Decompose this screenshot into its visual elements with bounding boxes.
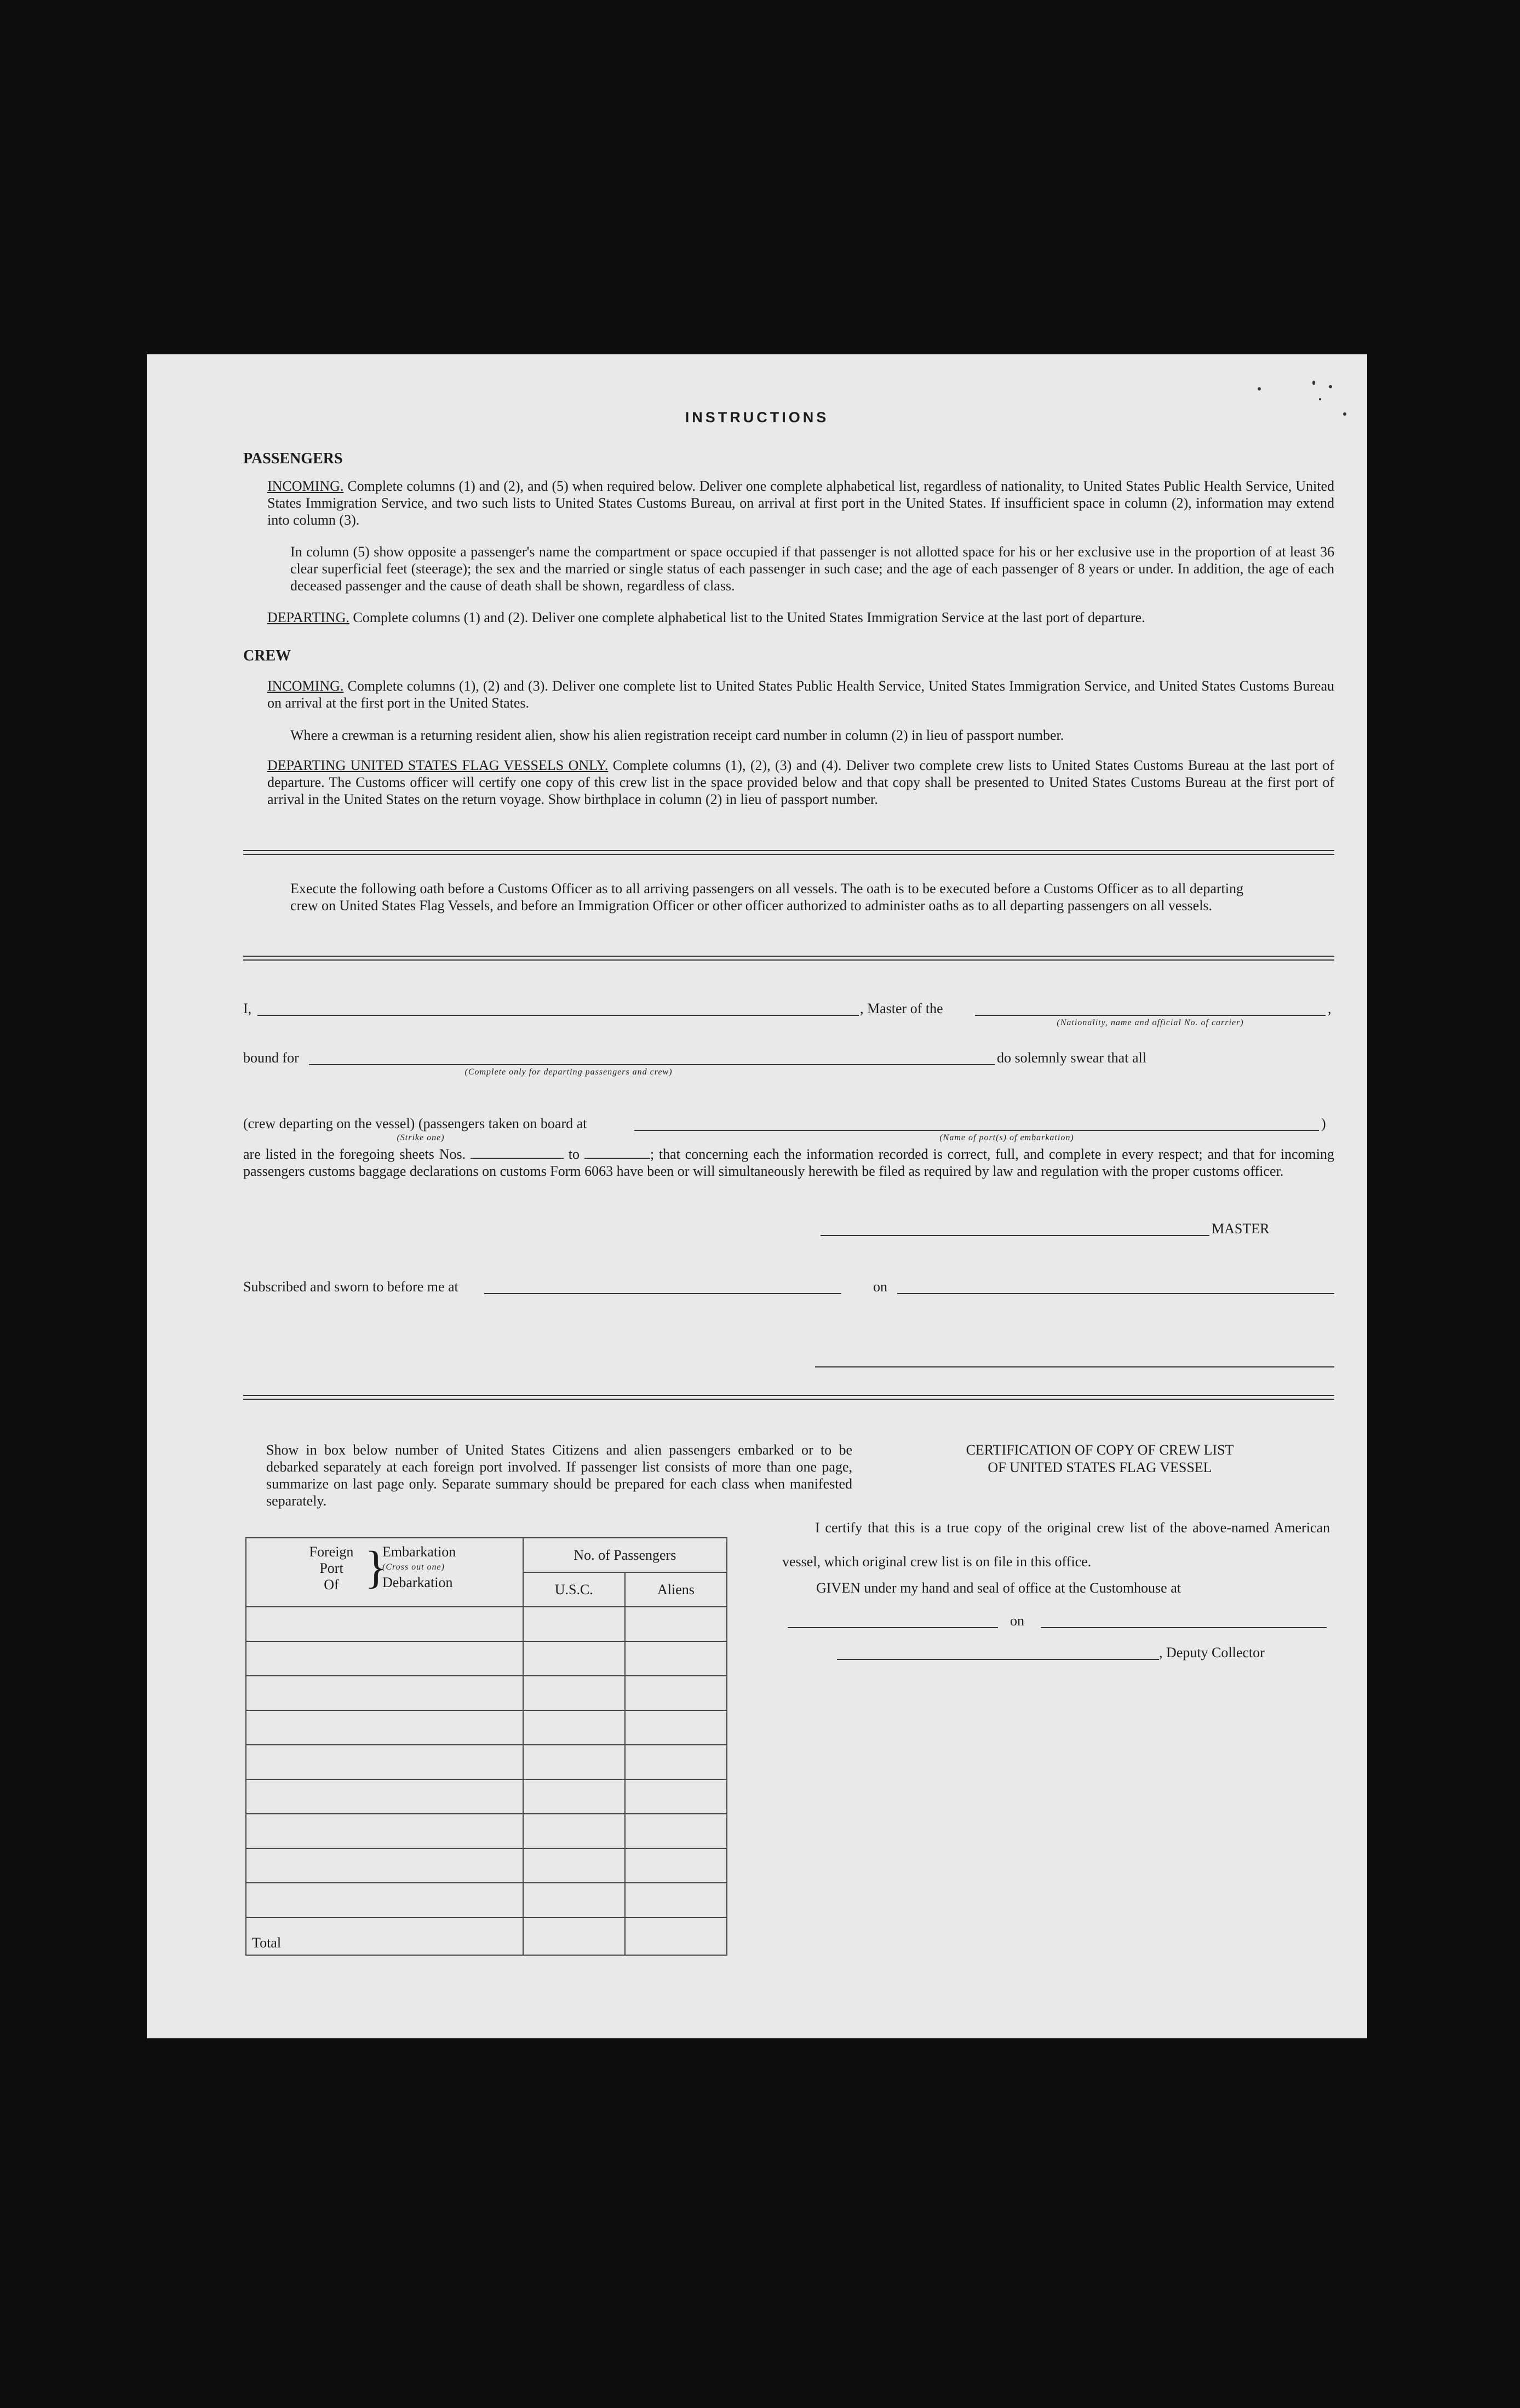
table-row — [246, 1676, 727, 1710]
aliens-cell[interactable] — [625, 1848, 727, 1883]
table-row — [246, 1745, 727, 1779]
port-cell[interactable] — [246, 1745, 523, 1779]
passengers-incoming-paragraph — [267, 478, 1334, 528]
officer-signature-field[interactable] — [815, 1366, 1334, 1367]
speck — [1343, 412, 1346, 416]
passengers-departing-label: DEPARTING. — [267, 610, 349, 625]
usc-cell[interactable] — [523, 1607, 625, 1641]
table-row — [246, 1641, 727, 1676]
no-passengers-header: No. of Passengers — [523, 1538, 727, 1572]
port-cell[interactable] — [246, 1676, 523, 1710]
passengers-incoming-text: Complete columns (1) and (2), and (5) when required below. Deliver one complete alphabetical list, regardless of nationality, to United States Public Health Service, United States Immigration Service, and two such lists to United States Customs Bureau, on arrival at first port in the United States. If insufficient space in column (2), information may extend into column (3). — [267, 478, 1334, 528]
foreign-label: Foreign — [309, 1544, 354, 1560]
crew-passengers-text: (crew departing on the vessel) (passengers taken on board at — [243, 1116, 587, 1131]
listed-text-a: are listed in the foregoing sheets Nos. — [243, 1146, 466, 1162]
certification-title-line-2: OF UNITED STATES FLAG VESSEL — [988, 1459, 1212, 1475]
certification-title — [826, 1441, 1374, 1476]
port-header-labels — [301, 1544, 362, 1593]
bound-for-label: bound for — [243, 1050, 299, 1066]
brace-glyph: } — [365, 1542, 387, 1593]
aliens-cell[interactable] — [625, 1779, 727, 1814]
port-cell[interactable] — [246, 1814, 523, 1848]
divider — [243, 956, 1334, 961]
port-cell[interactable] — [246, 1779, 523, 1814]
usc-cell[interactable] — [523, 1641, 625, 1676]
table-row — [246, 1814, 727, 1848]
subscribed-label: Subscribed and sworn to before me at — [243, 1279, 458, 1295]
master-signature-field[interactable] — [821, 1235, 1209, 1236]
aliens-header: Aliens — [625, 1572, 727, 1607]
passengers-incoming-label: INCOMING. — [267, 478, 344, 494]
sworn-date-field[interactable] — [897, 1293, 1334, 1294]
listed-text-b: ; that concerning each the information recorded is correct, full, and complete in every respect; and that for incoming passengers customs baggage declarations on customs Form 6063 have been or will simultaneously herewith be filed as required by law and regulation with the proper customs officer. — [243, 1146, 1335, 1179]
crew-incoming-text: Complete columns (1), (2) and (3). Deliver one complete list to United States Public Health Service, United States Immigration Service, and United States Customs Bureau on arrival at the first port in the United States. — [267, 678, 1335, 711]
port-cell[interactable] — [246, 1848, 523, 1883]
crew-flag-text: Complete columns (1), (2), (3) and (4). Deliver two complete crew lists to United States Customs Bureau at the last port of departure. The Customs officer will certify one copy of this crew list in the space provided below and that copy shall be presented to United States Customs Bureau at the first port of arrival in the United States on the return voyage. Show birthplace in column (2) in lieu of passport number. — [267, 757, 1334, 807]
complete-only-hint: (Complete only for departing passengers and crew) — [464, 1067, 673, 1077]
usc-header: U.S.C. — [523, 1572, 625, 1607]
crew-flag-label: DEPARTING UNITED STATES FLAG VESSELS ONLY. — [267, 757, 609, 773]
master-name-field[interactable] — [257, 1015, 859, 1016]
sworn-place-field[interactable] — [484, 1293, 841, 1294]
certify-text: I certify that this is a true copy of the original crew list of the above-named American vessel, which original crew list is on file in this office. — [782, 1520, 1330, 1570]
aliens-cell[interactable] — [625, 1710, 727, 1745]
of-label: Of — [324, 1577, 339, 1593]
aliens-cell[interactable] — [625, 1883, 727, 1917]
usc-cell[interactable] — [523, 1814, 625, 1848]
master-of-the-label: , Master of the — [860, 1001, 943, 1016]
passengers-departing-text: Complete columns (1) and (2). Deliver one complete alphabetical list to the United States Immigration Service at the last port of departure. — [353, 610, 1145, 625]
crew-incoming-label: INCOMING. — [267, 678, 344, 694]
sheets-paragraph — [243, 1146, 1334, 1180]
table-row — [246, 1883, 727, 1917]
divider — [243, 850, 1334, 855]
swear-text: do solemnly swear that all — [997, 1050, 1146, 1066]
certification-on-label: on — [1010, 1613, 1024, 1629]
summary-instructions: Show in box below number of United States Citizens and alien passengers embarked or to be debarked separately at each foreign port involved. If passenger list consists of more than one page, summarize on last page only. Separate summary should be prepared for each class when manifested separately. — [266, 1442, 852, 1509]
passengers-heading: PASSENGERS — [243, 450, 343, 467]
comma-text: , — [1328, 1001, 1332, 1016]
sheet-from-field[interactable] — [471, 1146, 564, 1159]
oath-i-label: I, — [243, 1001, 252, 1016]
passengers-column5-paragraph: In column (5) show opposite a passenger's name the compartment or space occupied if that passenger is not allotted space for his or her exclusive use in the proportion of at least 36 clear superficial feet (steerage); the sex and the married or single status of each passenger in such case; and the age of each passenger of 8 years or under. In addition, the age of each deceased passenger and the cause of death shall be shown, regardless of class. — [290, 544, 1334, 594]
deputy-signature-field[interactable] — [837, 1659, 1159, 1660]
certification-date-field[interactable] — [1041, 1627, 1327, 1628]
customhouse-field[interactable] — [788, 1627, 998, 1628]
speck — [1329, 385, 1332, 388]
table-row — [246, 1848, 727, 1883]
port-cell[interactable] — [246, 1641, 523, 1676]
embarkation-port-field[interactable] — [634, 1130, 1319, 1131]
form-page — [147, 354, 1367, 2038]
embark-debark-labels — [382, 1544, 456, 1591]
port-cell[interactable] — [246, 1607, 523, 1641]
to-label: to — [568, 1146, 580, 1162]
on-label: on — [873, 1279, 887, 1295]
usc-cell[interactable] — [523, 1848, 625, 1883]
embarkation-label: Embarkation — [382, 1544, 456, 1560]
master-label: MASTER — [1212, 1221, 1270, 1237]
vessel-field[interactable] — [975, 1015, 1326, 1016]
oath-instructions: Execute the following oath before a Customs Officer as to all arriving passengers on all vessels. The oath is to be executed before a Customs Officer as to all departing crew on United States Flag Vessels, and before an Immigration Officer or other officer authorized to administer oaths as to all departing passengers on all vessels. — [290, 881, 1243, 913]
total-label: Total — [246, 1917, 523, 1955]
aliens-total-cell[interactable] — [625, 1917, 727, 1955]
crew-flag-paragraph — [267, 757, 1334, 808]
port-cell[interactable] — [246, 1883, 523, 1917]
given-text: GIVEN under my hand and seal of office at the Customhouse at — [816, 1580, 1181, 1596]
port-label: Port — [319, 1560, 343, 1576]
passengers-departing-paragraph — [267, 609, 1334, 626]
port-header-cell — [246, 1538, 523, 1607]
cross-out-hint: (Cross out one) — [382, 1562, 445, 1572]
speck — [1312, 381, 1315, 385]
usc-total-cell[interactable] — [523, 1917, 625, 1955]
table-row — [246, 1710, 727, 1745]
nationality-hint: (Nationality, name and official No. of carrier) — [1057, 1018, 1244, 1027]
divider — [243, 1395, 1334, 1400]
usc-cell[interactable] — [523, 1710, 625, 1745]
usc-cell[interactable] — [523, 1883, 625, 1917]
aliens-cell[interactable] — [625, 1676, 727, 1710]
certification-title-line-1: CERTIFICATION OF COPY OF CREW LIST — [966, 1442, 1234, 1458]
close-paren: ) — [1321, 1116, 1326, 1131]
page-title: INSTRUCTIONS — [685, 409, 829, 426]
speck — [1258, 387, 1261, 390]
aliens-cell[interactable] — [625, 1745, 727, 1779]
summary-header-row — [246, 1538, 727, 1572]
total-row — [246, 1917, 727, 1955]
crew-alien-paragraph: Where a crewman is a returning resident alien, show his alien registration receipt card number in column (2) in lieu of passport number. — [290, 727, 1064, 743]
table-row — [246, 1779, 727, 1814]
crew-incoming-paragraph — [267, 677, 1334, 711]
usc-cell[interactable] — [523, 1745, 625, 1779]
passenger-summary-table — [245, 1537, 727, 1956]
table-row — [246, 1607, 727, 1641]
deputy-collector-label: , Deputy Collector — [1159, 1645, 1265, 1660]
destination-field[interactable] — [309, 1064, 995, 1065]
aliens-cell[interactable] — [625, 1641, 727, 1676]
port-cell[interactable] — [246, 1710, 523, 1745]
speck — [1319, 398, 1321, 400]
debarkation-label: Debarkation — [382, 1574, 453, 1590]
sheet-to-field[interactable] — [584, 1146, 650, 1159]
usc-cell[interactable] — [523, 1676, 625, 1710]
strike-one-hint: (Strike one) — [397, 1133, 445, 1142]
ports-hint: (Name of port(s) of embarkation) — [939, 1133, 1074, 1142]
crew-heading: CREW — [243, 647, 291, 664]
aliens-cell[interactable] — [625, 1607, 727, 1641]
aliens-cell[interactable] — [625, 1814, 727, 1848]
usc-cell[interactable] — [523, 1779, 625, 1814]
